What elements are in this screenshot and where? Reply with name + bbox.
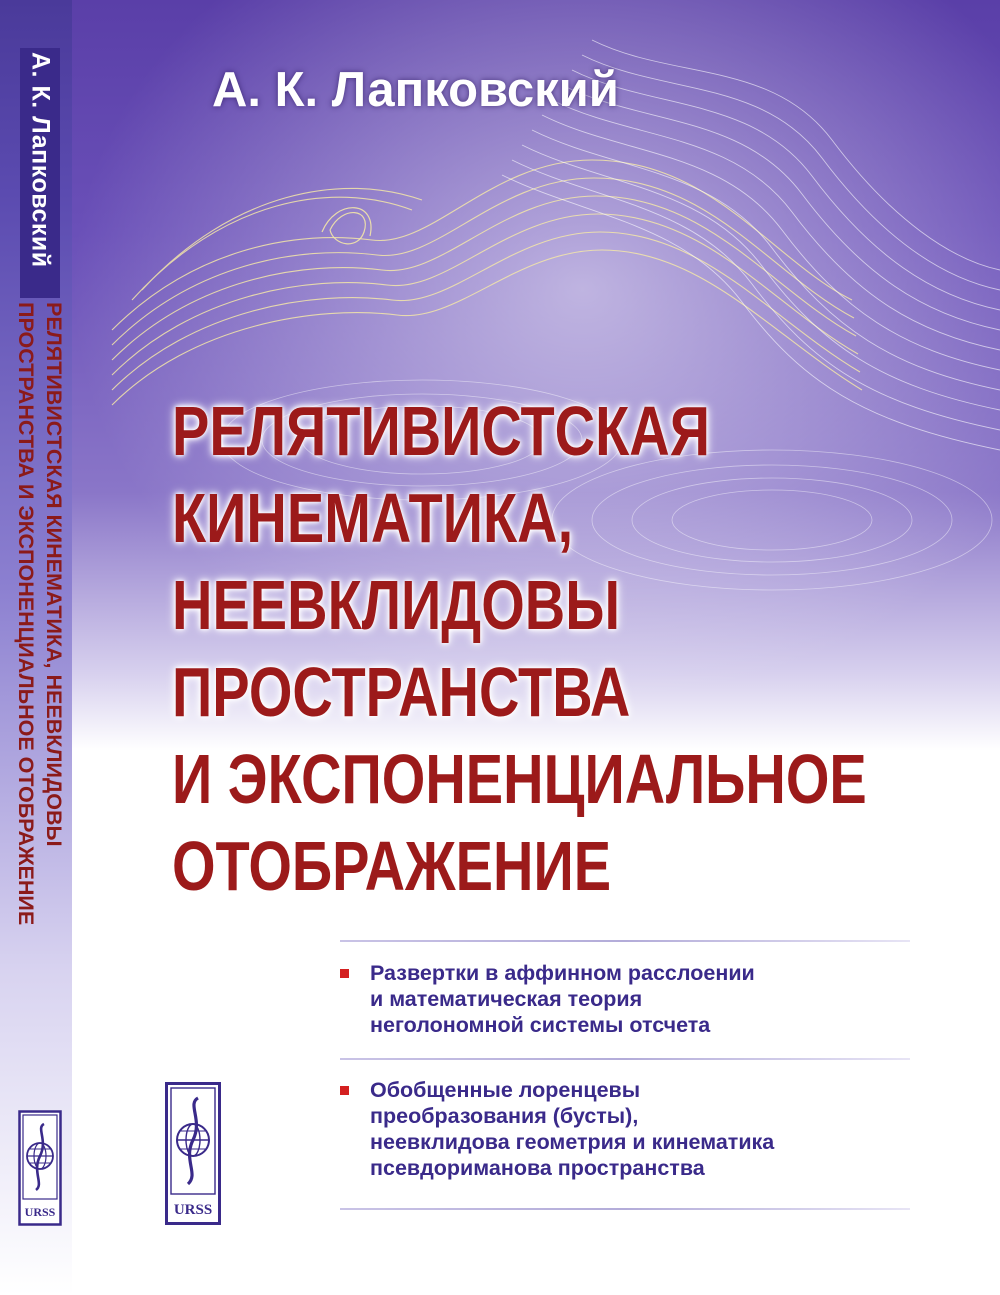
urss-globe-logo-icon: [165, 1082, 221, 1225]
spine-publisher-label: URSS: [24, 1205, 56, 1219]
bullet-item-2-text: [370, 1077, 930, 1181]
author-name: А. К. Лапковский: [212, 63, 619, 117]
bullet-item-2-line-2: преобразования (бусты),: [370, 1104, 639, 1128]
bullet-item-1-text: [370, 960, 930, 1038]
divider-middle: [340, 1058, 910, 1060]
title-line-6: ОТОБРАЖЕНИЕ: [172, 827, 612, 905]
bullet-item-1-line-1: Развертки в аффинном расслоении: [370, 961, 755, 985]
spine-title-line-1: РЕЛЯТИВИСТСКАЯ КИНЕМАТИКА, НЕЕВКЛИДОВЫ: [42, 302, 66, 847]
divider-bottom: [340, 1208, 910, 1210]
book-title: [172, 388, 867, 910]
publisher-label: URSS: [173, 1202, 213, 1218]
front-cover: [72, 0, 1000, 1295]
bullet-item-2-line-3: неевклидова геометрия и кинематика: [370, 1130, 775, 1154]
bullet-item-2-line-4: псевдориманова пространства: [370, 1156, 705, 1180]
title-line-2: КИНЕМАТИКА,: [172, 479, 574, 557]
title-line-5: И ЭКСПОНЕНЦИАЛЬНОЕ: [172, 740, 867, 818]
spine-title-line-2: ПРОСТРАНСТВА И ЭКСПОНЕНЦИАЛЬНОЕ ОТОБРАЖЕНИЕ: [14, 302, 38, 926]
title-line-4: ПРОСТРАНСТВА: [172, 653, 631, 731]
red-square-bullet-icon: [340, 1086, 349, 1095]
bullet-item-1-line-3: неголономной системы отсчета: [370, 1013, 711, 1037]
spine-author: А. К. Лапковский: [26, 52, 55, 268]
spine-title: [8, 302, 68, 1092]
book-spine: [0, 0, 72, 1295]
bullet-item-1-line-2: и математическая теория: [370, 987, 643, 1011]
red-square-bullet-icon: [340, 969, 349, 978]
divider-top: [340, 940, 910, 942]
title-line-3: НЕЕВКЛИДОВЫ: [172, 566, 621, 644]
bullet-item-2-line-1: Обобщенные лоренцевы: [370, 1078, 641, 1102]
urss-globe-logo-icon: [18, 1110, 62, 1226]
title-line-1: РЕЛЯТИВИСТСКАЯ: [172, 392, 710, 470]
